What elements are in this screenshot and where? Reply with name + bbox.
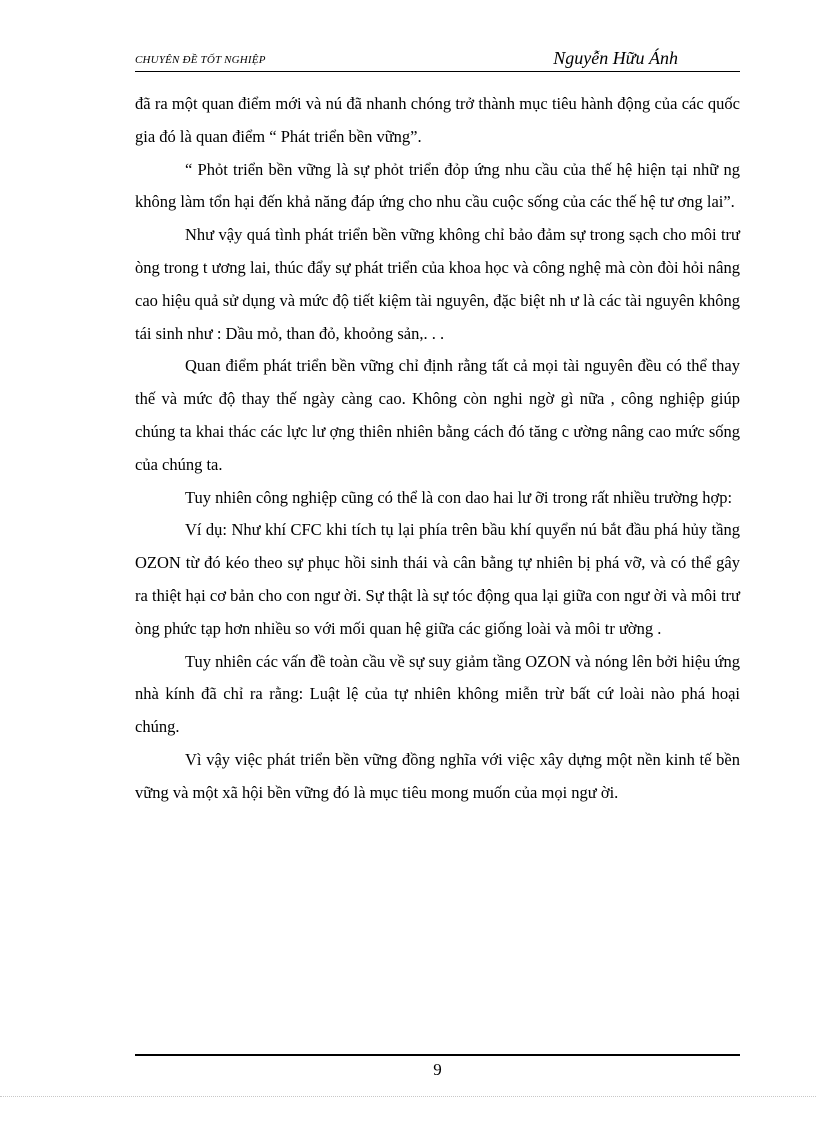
header-divider [135,71,740,72]
page-number: 9 [433,1060,442,1079]
paragraph-double-edged: Tuy nhiên công nghiệp cũng có thể là con dao hai lư ỡi trong rất nhiều trường hợp: [185,487,733,507]
paragraph-conclusion: Vì vậy việc phát triển bền vững đồng nghĩa với việc xây dựng một nền kinh tế bền vững và một xã hội bền vững đó là mục tiêu mong muốn của mọi ngư ời. [135,749,740,802]
paragraph-definition: “ Phỏt triển bền vững là sự phỏt triển đỏp ứng nhu cầu của thế hệ hiện tại nhữ ng không làm tổn hại đến khả năng đáp ứng cho nhu cầu cuộc sống của các thế hệ tư ơng lai”. [135,159,740,212]
page-bottom-edge [0,1096,816,1097]
paragraph-global-issues: Tuy nhiên các vấn đề toàn cầu về sự suy giảm tầng OZON và nóng lên bởi hiệu ứng nhà kính đã chỉ ra rằng: Luật lệ của tự nhiên không miễn trừ bất cứ loài nào phá hoại chúng. [135,651,740,737]
header-author-name: Nguyễn Hữu Ánh [553,48,678,68]
page-header [135,48,740,72]
document-body [135,88,740,810]
paragraph-sustainable-process: Như vậy quá tình phát triển bền vững không chỉ bảo đảm sự trong sạch cho môi trư òng trong t ương lai, thúc đẩy sự phát triển của khoa học và công nghệ mà còn đòi hỏi nâng cao hiệu quả sử dụng và mức độ tiết kiệm tài nguyên, đặc biệt nh ư là các tài nguyên không tái sinh như : Dầu mỏ, than đỏ, khoỏng sản,. . . [135,225,740,343]
header-document-type: CHUYÊN ĐỀ TỐT NGHIỆP [135,54,266,66]
footer-divider [135,1054,740,1056]
paragraph-cfc-example: Ví dụ: Như khí CFC khi tích tụ lại phía trên bầu khí quyển nú bắt đầu phá hủy tầng OZON từ đó kéo theo sự phục hồi sinh thái và cân bằng tự nhiên bị phá vỡ, và có thể gây ra thiệt hại cơ bản cho con ngư ời. Sự thật là sự tóc động qua lại giữa con ngư ời và môi trư òng phức tạp hơn nhiều so với mối quan hệ giữa các giống loài và môi tr ường . [135,520,740,638]
paragraph-resource-viewpoint: Quan điểm phát triển bền vững chỉ định rằng tất cả mọi tài nguyên đều có thể thay thế và mức độ thay thế ngày càng cao. Không còn nghi ngờ gì nữa , công nghiệp giúp chúng ta khai thác các lực lư ợng thiên nhiên bằng cách đó tăng c ường nâng cao mức sống của chúng ta. [135,356,740,474]
paragraph-continuation: đã ra một quan điểm mới và nú đã nhanh chóng trở thành mục tiêu hành động của các quốc gia đó là quan điểm “ Phát triển bền vững”. [135,94,740,146]
